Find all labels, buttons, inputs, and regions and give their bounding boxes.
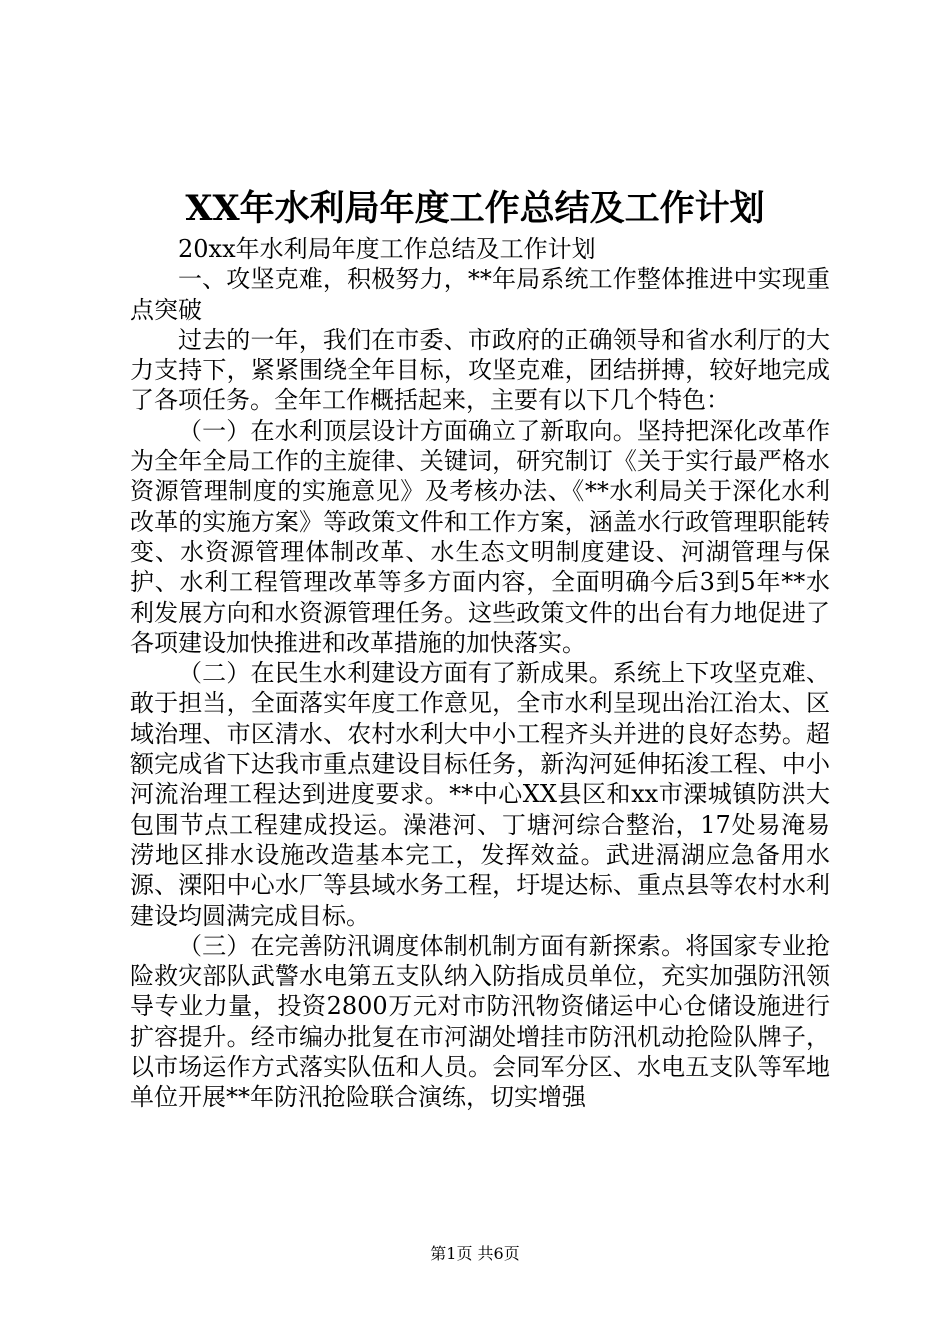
- subtitle-paragraph: 20xx年水利局年度工作总结及工作计划: [178, 235, 596, 263]
- point-two-paragraph: （二）在民生水利建设方面有了新成果。系统上下攻坚克难、敢于担当，全面落实年度工作意见，全市水利呈现出治江治太、区域治理、市区清水、农村水利大中小工程齐头并进的良好态势。超额完成省下达我市重点建设目标任务，新沟河延伸拓浚工程、中小河流治理工程达到进度要求。**中心XX县区和xx市溧城镇防洪大包围节点工程建成投运。澡港河、丁塘河综合整治，17处易淹易涝地区排水设施改造基本完工，发挥效益。武进滆湖应急备用水源、溧阳中心水厂等县域水务工程，圩堤达标、重点县等农村水利建设均圆满完成目标。: [130, 659, 830, 930]
- page-number-footer: 第1页 共6页: [430, 1244, 520, 1263]
- point-one-paragraph: （一）在水利顶层设计方面确立了新取向。坚持把深化改革作为全年全局工作的主旋律、关键词，研究制订《关于实行最严格水资源管理制度的实施意见》及考核办法、《**水利局关于深化水利改革的实施方案》等政策文件和工作方案，涵盖水行政管理职能转变、水资源管理体制改革、水生态文明制度建设、河湖管理与保护、水利工程管理改革等多方面内容，全面明确今后3到5年**水利发展方向和水资源管理任务。这些政策文件的出台有力地促进了各项建设加快推进和改革措施的加快落实。: [130, 416, 830, 657]
- intro-paragraph: 过去的一年，我们在市委、市政府的正确领导和省水利厅的大力支持下，紧紧围绕全年目标，攻坚克难，团结拼搏，较好地完成了各项任务。全年工作概括起来，主要有以下几个特色：: [130, 325, 830, 415]
- document-body: [130, 234, 830, 1113]
- document-title: XX年水利局年度工作总结及工作计划: [185, 188, 765, 229]
- section-heading-paragraph: 一、攻坚克难，积极努力，**年局系统工作整体推进中实现重点突破: [130, 265, 830, 324]
- point-three-paragraph: （三）在完善防汛调度体制机制方面有新探索。将国家专业抢险救灾部队武警水电第五支队纳入防指成员单位，充实加强防汛领导专业力量，投资2800万元对市防汛物资储运中心仓储设施进行扩容提升。经市编办批复在市河湖处增挂市防汛机动抢险队牌子，以市场运作方式落实队伍和人员。会同军分区、水电五支队等军地单位开展**年防汛抢险联合演练，切实增强: [130, 931, 830, 1112]
